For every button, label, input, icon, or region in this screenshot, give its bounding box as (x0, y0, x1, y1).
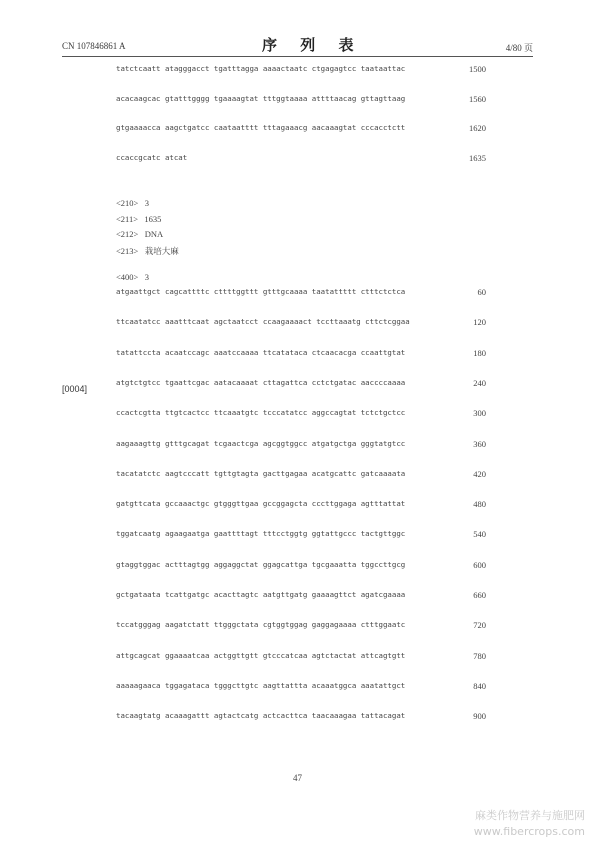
patent-number: CN 107846861 A (62, 41, 126, 51)
sequence-position: 420 (473, 468, 486, 479)
sequence-row (116, 681, 486, 693)
sequence-text: gatgttcata gccaaactgc gtgggttgaa gccggagcta cccttggaga agtttattat (116, 499, 406, 509)
sequence-position: 1635 (469, 153, 486, 164)
sequence-text: ccactcgtta ttgtcactcc ttcaaatgtc tcccatatcc aggccagtat tctctgctcc (116, 408, 406, 418)
sequence-row (116, 153, 486, 165)
sequence-row (116, 287, 486, 299)
sequence-position: 480 (473, 499, 486, 510)
sequence-position: 900 (473, 711, 486, 722)
sequence-position: 1620 (469, 123, 486, 134)
sequence-text: ccaccgcatc atcat (116, 153, 188, 163)
sequence-text: tccatgggag aagatctatt ttgggctata cgtggtggag gaggagaaaa ctttggaatc (116, 620, 406, 630)
sequence-position: 180 (473, 347, 486, 358)
sequence-row (116, 620, 486, 632)
sequence-row (116, 499, 486, 511)
sequence-text: gctgataata tcattgatgc acacttagtc aatgttgatg gaaaagttct agatcgaaaa (116, 590, 406, 599)
organism-line: <213> 栽培大麻 (116, 246, 179, 256)
sequence-row (116, 408, 486, 420)
sequence-row (116, 317, 486, 329)
sequence-position: 720 (473, 620, 486, 631)
watermark-title: 麻类作物营养与施肥网 (475, 809, 585, 822)
sequence-text: atgaattgct cagcattttc cttttggttt gtttgcaaaa taatattttt ctttctctca (116, 287, 406, 296)
sequence-row (116, 711, 486, 723)
sequence-text: tacatatctc aagtcccatt tgttgtagta gacttgagaa acatgcattc gatcaaaata (116, 468, 406, 478)
sequence-position: 300 (473, 408, 486, 419)
watermark-url: www.fibercrops.com (473, 825, 585, 838)
feature-line: <400> 3 (116, 272, 149, 282)
sequence-row (116, 123, 486, 135)
paragraph-tag: [0004] (62, 384, 88, 394)
sequence-position: 780 (473, 650, 486, 661)
sequence-text: acacaagcac gtatttgggg tgaaaagtat tttggtaaaa attttaacag gttagttaag (116, 93, 406, 103)
sequence-position: 600 (473, 559, 486, 570)
sequence-row (116, 469, 486, 481)
sequence-id-line: <210> 3 (116, 198, 149, 208)
sequence-position: 360 (473, 438, 486, 449)
sequence-text: tatattccta acaatccagc aaatccaaaa ttcatataca ctcaacacga ccaattgtat (116, 347, 406, 357)
sequence-position: 120 (473, 317, 486, 328)
sequence-position: 240 (473, 377, 486, 388)
sequence-text: atgtctgtcc tgaattcgac aatacaaaat cttagattca cctctgatac aaccccaaaa (116, 377, 406, 387)
sequence-row (116, 64, 486, 76)
sequence-row (116, 348, 486, 360)
sequence-text: ttcaatatcc aaatttcaat agctaatcct ccaagaaaact tccttaaatg cttctcggaa (116, 317, 410, 327)
sequence-row (116, 590, 486, 602)
sequence-length-line: <211> 1635 (116, 214, 162, 224)
sequence-text: aagaaagttg gtttgcagat tcgaactcga agcggtggcc atgatgctga gggtatgtcc (116, 438, 406, 448)
sequence-row (116, 651, 486, 663)
sequence-text: gtgaaaacca aagctgatcc caataatttt tttagaaacg aacaaagtat cccacctctt (116, 123, 406, 133)
sequence-type-line: <212> DNA (116, 229, 164, 239)
sequence-position: 660 (473, 590, 486, 600)
header-divider (62, 56, 533, 57)
sequence-text: aaaaagaaca tggagataca tgggcttgtc aagttattta acaaatggca aaatattgct (116, 680, 406, 690)
sequence-text: tacaagtatg acaaagattt agtactcatg actcacttca taacaaagaa tattacagat (116, 711, 406, 721)
page-number: 47 (293, 773, 302, 783)
sequence-position: 1560 (469, 93, 486, 104)
sequence-text: tatctcaatt atagggacct tgatttagga aaaactaatc ctgagagtcc taataattac (116, 64, 406, 73)
sequence-text: gtaggtggac actttagtgg aggaggctat ggagcattga tgcgaaatta tggccttgcg (116, 559, 406, 569)
sequence-position: 840 (473, 680, 486, 691)
sequence-row (116, 560, 486, 572)
sequence-text: attgcagcat ggaaaatcaa actggttgtt gtcccatcaa agtctactat attcagtgtt (116, 650, 406, 660)
sequence-row (116, 378, 486, 390)
sequence-position: 540 (473, 529, 486, 540)
page-reference: 4/80 页 (505, 43, 533, 53)
sequence-row (116, 94, 486, 106)
sequence-position: 1500 (469, 64, 486, 74)
page-title: 序 列 表 (262, 36, 363, 54)
sequence-position: 60 (477, 287, 486, 297)
watermark (474, 808, 585, 840)
sequence-text: tggatcaatg agaagaatga gaattttagt tttcctggtg ggtattgccc tactgttggc (116, 529, 406, 539)
sequence-row (116, 529, 486, 541)
sequence-row (116, 439, 486, 451)
